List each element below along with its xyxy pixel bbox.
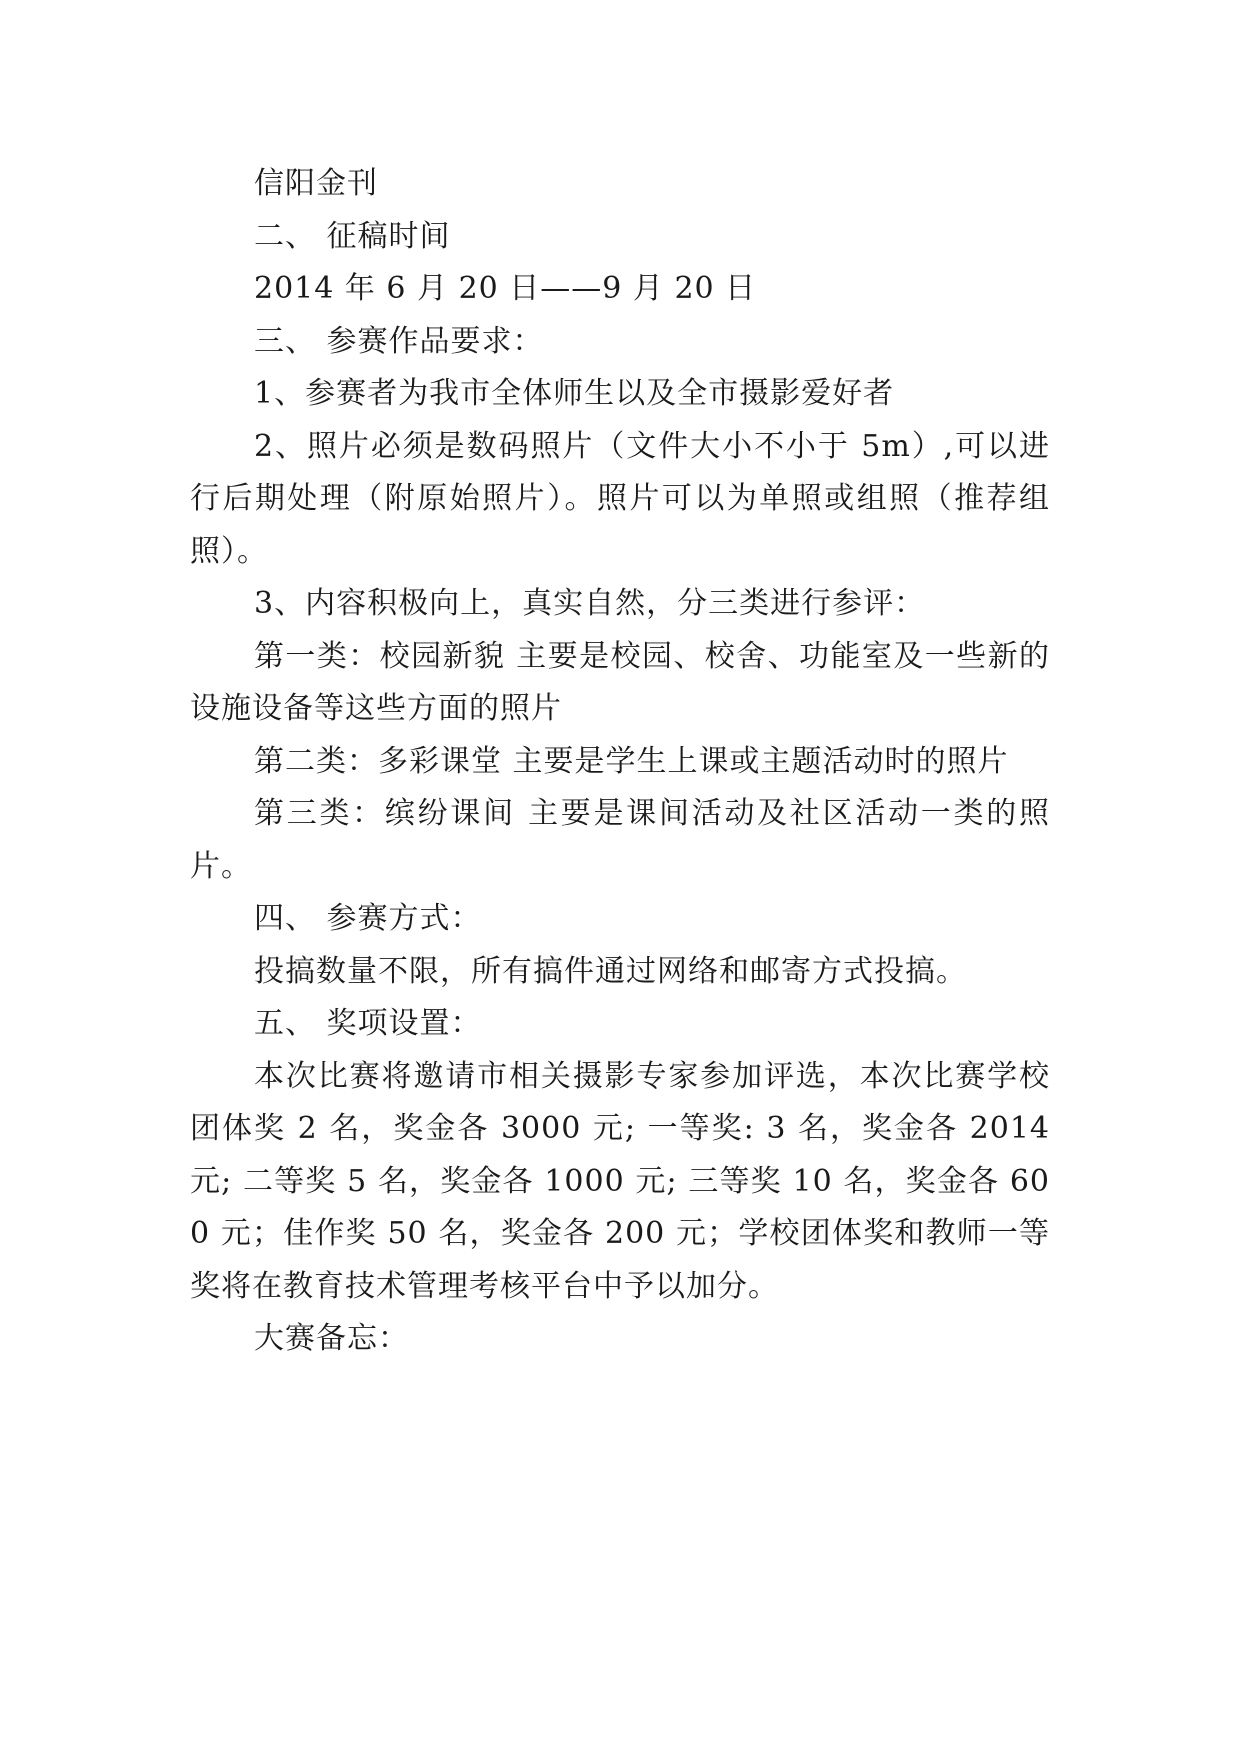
paragraph-category-3: 第三类：缤纷课间 主要是课间活动及社区活动一类的照片。 [190, 796, 1050, 884]
paragraph-requirement-3: 3、内容积极向上，真实自然，分三类进行参评： [254, 586, 926, 621]
section-heading-entry-method: 四、 参赛方式： [254, 901, 482, 936]
paragraph-awards: 本次比赛将邀请市相关摄影专家参加评选，本次比赛学校团体奖 2 名，奖金各 3000 元; 一等奖: 3 名，奖金各 2014 元; 二等奖 5 名，奖金各 1000 元; 三等奖 10 名，奖金各 600 元；佳作奖 50 名，奖金各 200 元；学校团体奖和教师一等奖将在教育技术管理考核平台中予以加分。 [190, 1058, 1050, 1304]
paragraph-requirement-2: 2、照片必须是数码照片（文件大小不小于 5m）,可以进行后期处理（附原始照片）。照片可以为单照或组照（推荐组照）。 [190, 428, 1050, 569]
section-heading-entry-requirements: 三、 参赛作品要求： [254, 323, 544, 359]
paragraph-requirement-1: 1、参赛者为我市全体师生以及全市摄影爱好者 [254, 376, 895, 411]
paragraph-submission-dates: 2014 年 6 月 20 日——9 月 20 日 [254, 271, 757, 306]
section-heading-submission-period: 二、 征稿时间 [254, 218, 451, 254]
section-heading-awards: 五、 奖项设置： [254, 1006, 482, 1041]
paragraph-category-2: 第二类：多彩课堂 主要是学生上课或主题活动时的照片 [254, 743, 1009, 779]
paragraph-memo-heading: 大赛备忘： [254, 1321, 409, 1356]
paragraph-publication-name: 信阳金刊 [254, 166, 378, 201]
document-body [190, 158, 1050, 1366]
paragraph-category-1: 第一类：校园新貌 主要是校园、校舍、功能室及一些新的设施设备等这些方面的照片 [190, 638, 1050, 726]
paragraph-entry-method: 投搞数量不限，所有搞件通过网络和邮寄方式投搞。 [254, 953, 967, 989]
